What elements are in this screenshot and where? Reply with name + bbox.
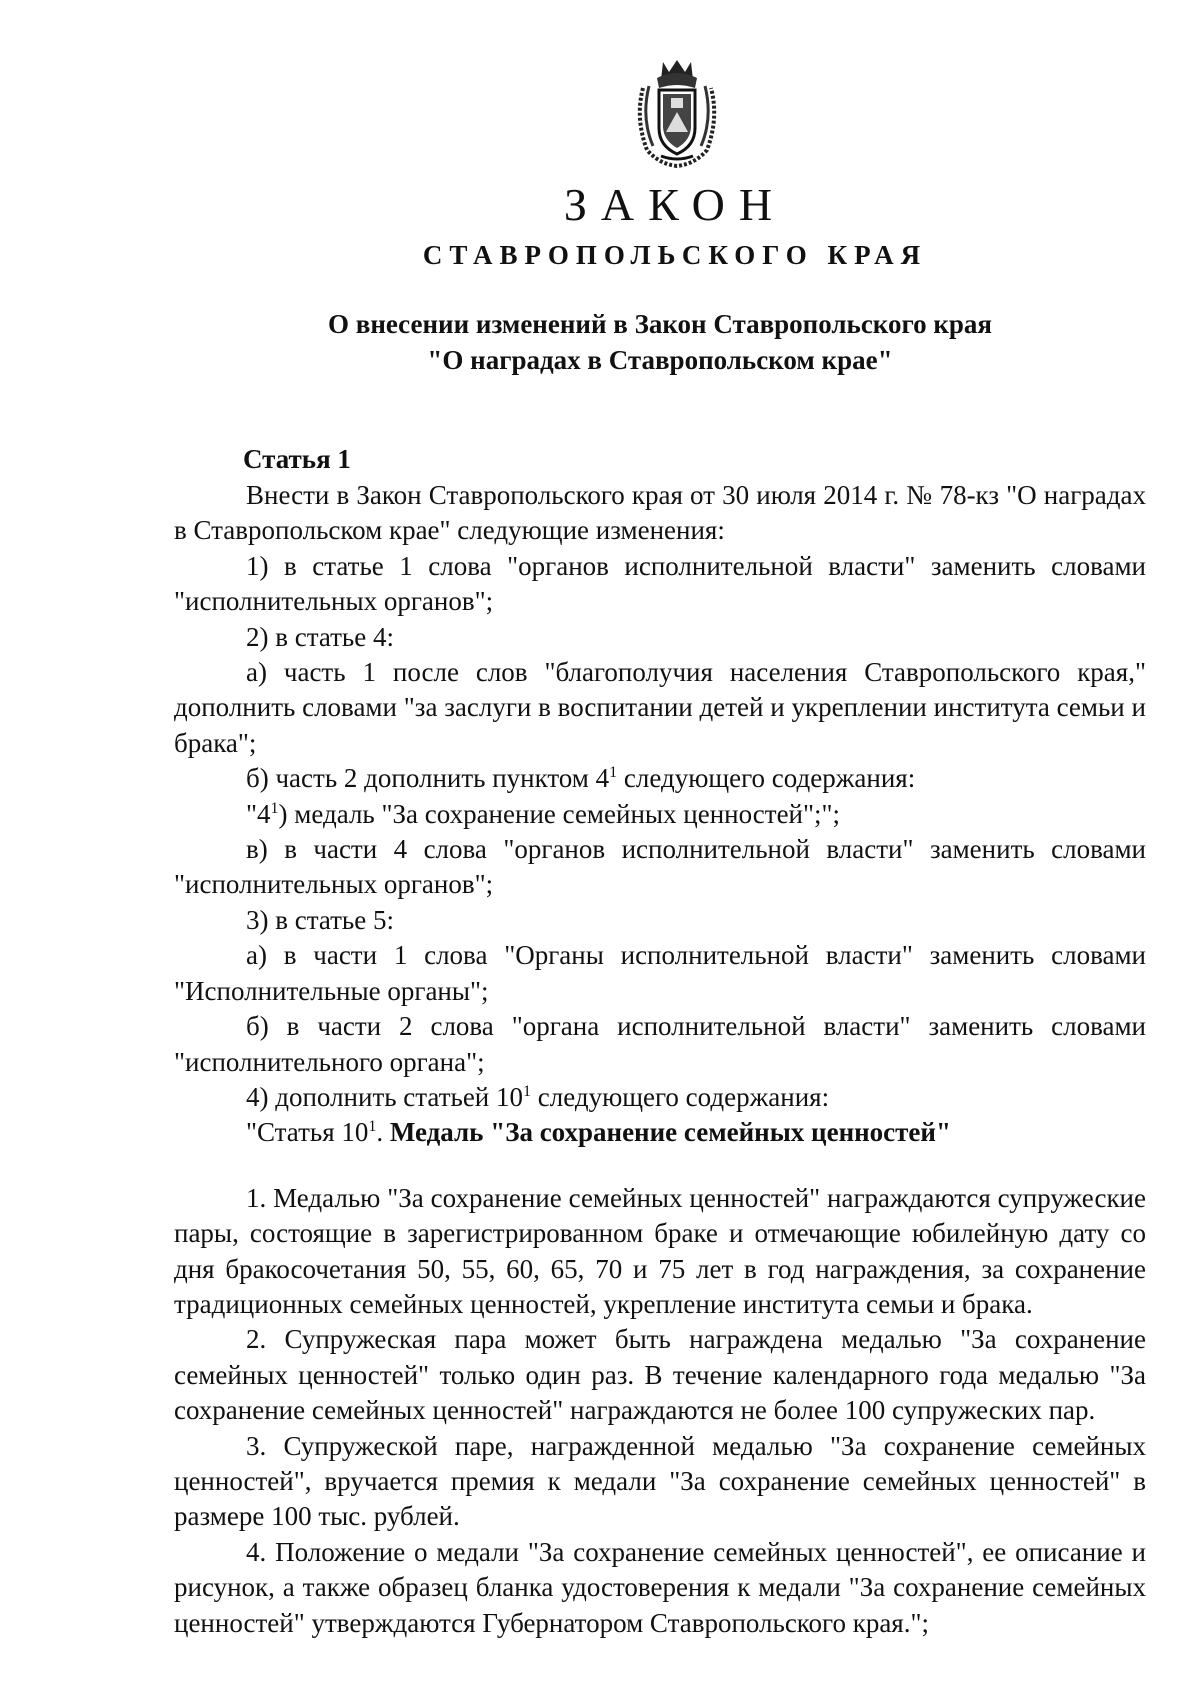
region-subtitle: СТАВРОПОЛЬСКОГО КРАЯ	[422, 240, 928, 270]
paragraph-item-1: 1) в статье 1 слова "органов исполнительной власти" заменить словами "исполнительных органов";	[174, 550, 1146, 617]
paragraph-item-3a: а) в части 1 слова "Органы исполнительной власти" заменить словами "Исполнительные органы";	[174, 940, 1146, 1006]
coat-of-arms-emblem	[633, 58, 721, 168]
section-1: 1. Медалью "За сохранение семейных ценностей" награждаются супружеские пары, состоящие в зарегистрированном браке и отмечающие юбилейную дату со дня бракосочетания 50, 55, 60, 65, 70 и 75 лет в год награждения, за сохранение традиционных семейных ценностей, укрепление института семьи и брака.	[174, 1182, 1146, 1319]
article-body	[174, 478, 1146, 1641]
p6-sup: 1	[270, 799, 279, 817]
paragraph-item-2a: а) часть 1 после слов "благополучия населения Ставропольского края," дополнить словами "за заслуги в воспитании детей и укреплении института семьи и брака";	[174, 657, 1146, 758]
section-4: 4. Положение о медали "За сохранение семейных ценностей", ее описание и рисунок, а также образец бланка удостоверения к медали "За сохранение семейных ценностей" утверждаются Губернатором Ставропольского края.";	[174, 1536, 1146, 1638]
p11-text: 4) дополнить статьей 10	[246, 1081, 524, 1112]
document-title-line1: О внесении изменений в Закон Ставропольского края	[327, 309, 993, 339]
paragraph-item-2b	[174, 761, 1146, 796]
paragraph-item-2c: в) в части 4 слова "органов исполнительной власти" заменить словами "исполнительных органов";	[174, 834, 1146, 900]
paragraph-item-3: 3) в статье 5:	[246, 904, 394, 935]
paragraph-item-2b-quote	[174, 797, 1146, 832]
paragraph-item-4	[174, 1080, 1146, 1115]
p12-bold: Медаль "За сохранение семейных ценностей"	[389, 1117, 951, 1148]
p11-tail: следующего содержания:	[531, 1081, 830, 1112]
document-title	[300, 306, 1020, 378]
section-3: 3. Супружеской паре, награжденной медалью "За сохранение семейных ценностей", вручается премия к медали "За сохранение семейных ценностей" в размере 100 тыс. рублей.	[174, 1430, 1146, 1532]
p11-sup: 1	[523, 1082, 532, 1100]
p12-text: "Статья 10	[246, 1117, 369, 1148]
p12-sup: 1	[368, 1118, 377, 1136]
p5-tail: следующего содержания:	[617, 763, 916, 794]
paragraph-item-3b: б) в части 2 слова "органа исполнительной власти" заменить словами "исполнительного органа";	[174, 1011, 1146, 1077]
p5-text: б) часть 2 дополнить пунктом 4	[246, 763, 610, 794]
p5-sup: 1	[609, 764, 618, 782]
section-2: 2. Супружеская пара может быть награждена медалью "За сохранение семейных ценностей" только один раз. В течение календарного года медалью "За сохранение семейных ценностей" награждаются не более 100 супружеских пар.	[174, 1324, 1146, 1426]
p6-text: "4	[246, 798, 271, 829]
article-heading: Статья 1	[243, 444, 351, 474]
new-article-heading	[174, 1115, 1146, 1150]
p6-tail: ) медаль "За сохранение семейных ценностей";";	[278, 798, 841, 829]
document-title-line2: "О наградах в Ставропольском крае"	[427, 345, 893, 375]
paragraph-item-2: 2) в статье 4:	[246, 621, 394, 652]
law-title: ЗАКОН	[563, 179, 787, 230]
p12-dot: .	[376, 1117, 390, 1148]
paragraph-intro: Внести в Закон Ставропольского края от 30 июля 2014 г. № 78-кз "О наградах в Ставропольском крае" следующие изменения:	[174, 480, 1146, 546]
